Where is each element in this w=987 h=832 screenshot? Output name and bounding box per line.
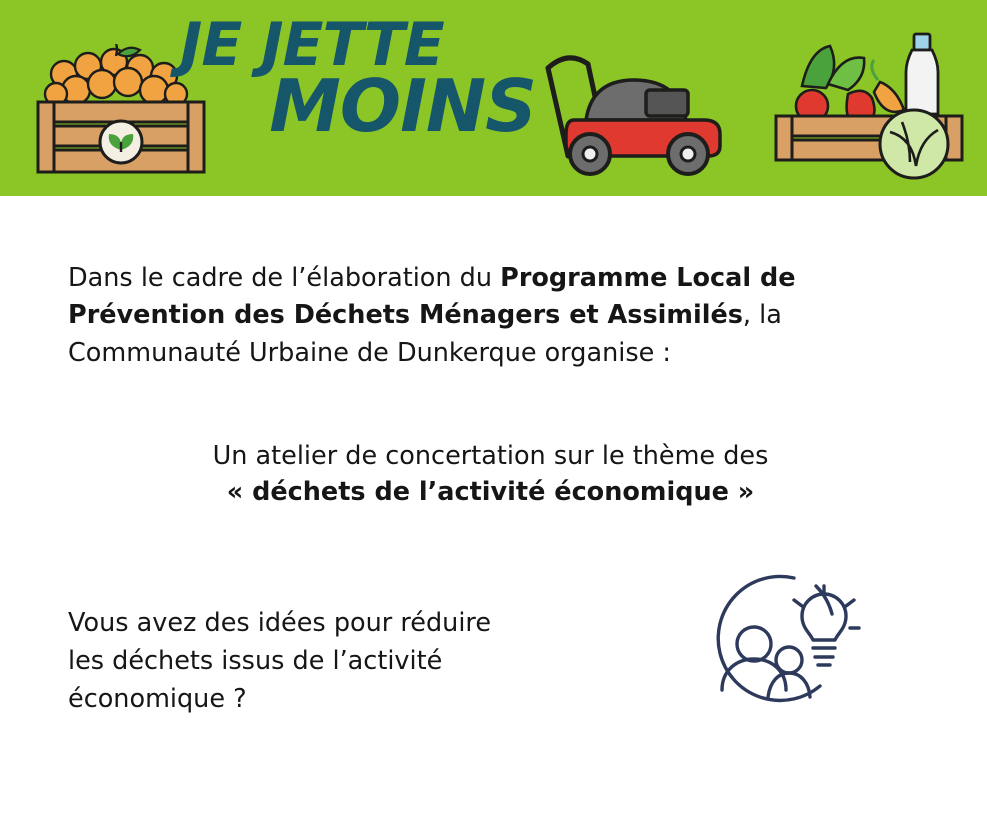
- intro-text-bold: Programme Local de Prévention des Déchets Ménagers et Assimilés: [68, 262, 796, 331]
- question-line1: Vous avez des idées pour réduire: [68, 607, 492, 638]
- question-line3: économique ?: [68, 684, 247, 714]
- question-line2: les déchets issus de l’activité: [68, 645, 443, 676]
- lawn-mower-illustration: [528, 28, 738, 196]
- intro-text-part2: , la Communauté Urbaine de Dunkerque organise :: [68, 300, 782, 368]
- banner-title-line1: JE JETTE: [180, 10, 444, 80]
- workshop-line2: « déchets de l’activité économique »: [226, 476, 755, 507]
- banner-title-line2: MOINS: [269, 64, 536, 149]
- intro-text-part1: Dans le cadre de l’élaboration du: [68, 262, 501, 293]
- intro-paragraph: [68, 260, 898, 373]
- header-banner: [0, 0, 987, 196]
- idea-lightbulb-people-icon: [690, 564, 862, 716]
- banner-title: [180, 10, 550, 149]
- workshop-paragraph: [68, 438, 913, 510]
- document-body: [0, 196, 987, 832]
- crate-of-vegetables-illustration: [762, 30, 977, 194]
- question-paragraph: [68, 604, 608, 719]
- workshop-line1: Un atelier de concertation sur le thème des: [212, 440, 769, 471]
